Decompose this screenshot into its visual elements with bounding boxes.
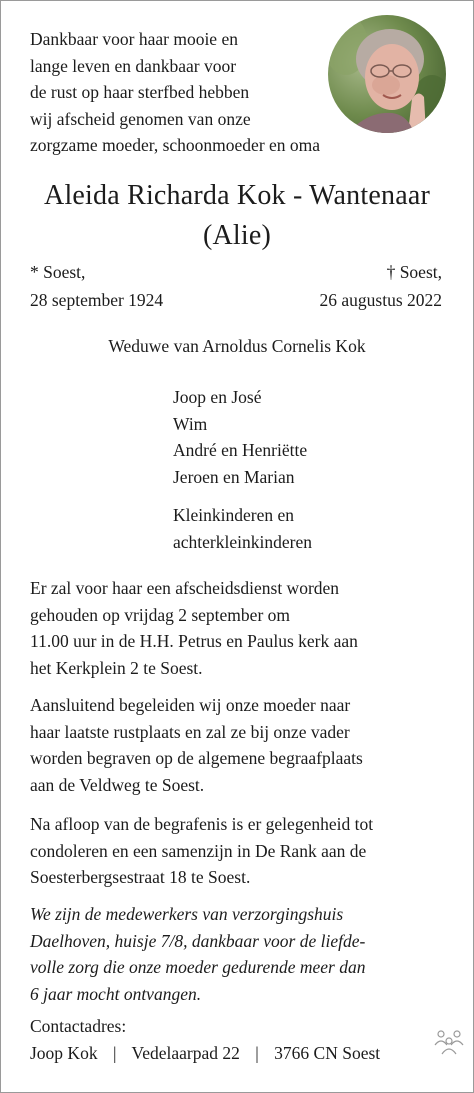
widow-line: Weduwe van Arnoldus Cornelis Kok [108, 336, 366, 356]
birth-info [30, 258, 163, 314]
paragraph-line: Aansluitend begeleiden wij onze moeder naar [30, 695, 351, 715]
contact-name: Joop Kok [30, 1043, 98, 1063]
contact-label: Contactadres: [30, 1016, 127, 1036]
paragraph-line: 11.00 uur in de H.H. Petrus en Paulus kerk aan [30, 631, 358, 651]
death-place: † Soest, [386, 262, 442, 282]
intro-line: lange leven en dankbaar voor [30, 55, 237, 76]
paragraph-line: 6 jaar mocht ontvangen. [30, 983, 202, 1004]
separator: | [255, 1043, 259, 1063]
paragraph-line: aan de Veldweg te Soest. [30, 774, 205, 795]
paragraph-line: volle zorg die onze moeder gedurende meer dan [30, 957, 366, 977]
paragraph-line: Daelhoven, huisje 7/8, dankbaar voor de liefde- [30, 930, 366, 951]
paragraph-line: Soesterbergsestraat 18 te Soest. [30, 867, 251, 887]
intro-text [30, 26, 330, 159]
intro-line: de rust op haar sterfbed hebben [30, 82, 250, 102]
family-member: Jeroen en Marian [173, 466, 295, 487]
burial-paragraph [30, 692, 460, 798]
birth-date: 28 september 1924 [30, 290, 164, 310]
contact-city: 3766 CN Soest [274, 1043, 381, 1063]
portrait-photo [328, 15, 446, 133]
contact-street: Vedelaarpad 22 [131, 1043, 240, 1063]
paragraph-line: Er zal voor haar een afscheidsdienst worden [30, 578, 340, 598]
deceased-nickname: (Alie) [202, 220, 272, 251]
family-member: André en Henriëtte [173, 440, 308, 460]
paragraph-line: gehouden op vrijdag 2 september om [30, 604, 291, 625]
death-date: 26 augustus 2022 [319, 290, 442, 310]
grandchildren-line: Kleinkinderen en [173, 505, 294, 525]
intro-line: zorgzame moeder, schoonmoeder en oma [30, 135, 321, 155]
family-list [173, 384, 312, 555]
intro-line: wij afscheid genomen van onze [30, 108, 251, 129]
paragraph-line: We zijn de medewerkers van verzorgingshuis [30, 904, 344, 924]
family-member: Wim [173, 413, 208, 434]
death-info [320, 258, 443, 314]
family-member: Joop en José [173, 387, 262, 407]
deceased-name: Aleida Richarda Kok - Wantenaar [44, 180, 430, 211]
paragraph-line: het Kerkplein 2 te Soest. [30, 657, 203, 678]
people-group-logo-icon [432, 1029, 466, 1055]
paragraph-line: haar laatste rustplaats en zal ze bij onze vader [30, 721, 350, 742]
thanks-paragraph [30, 901, 460, 1007]
paragraph-line: Na afloop van de begrafenis is er gelegenheid tot [30, 814, 374, 834]
separator: | [112, 1043, 117, 1063]
grandchildren-line: achterkleinkinderen [173, 531, 312, 552]
service-paragraph [30, 575, 460, 681]
birth-place: * Soest, [30, 262, 86, 282]
intro-line: Dankbaar voor haar mooie en [30, 29, 238, 49]
family-spacer [173, 490, 312, 502]
paragraph-line: condoleren en een samenzijn in De Rank aan de [30, 840, 367, 861]
condolence-paragraph [30, 811, 460, 891]
contact-address [30, 1043, 380, 1064]
paragraph-line: worden begraven op de algemene begraafplaats [30, 748, 363, 768]
